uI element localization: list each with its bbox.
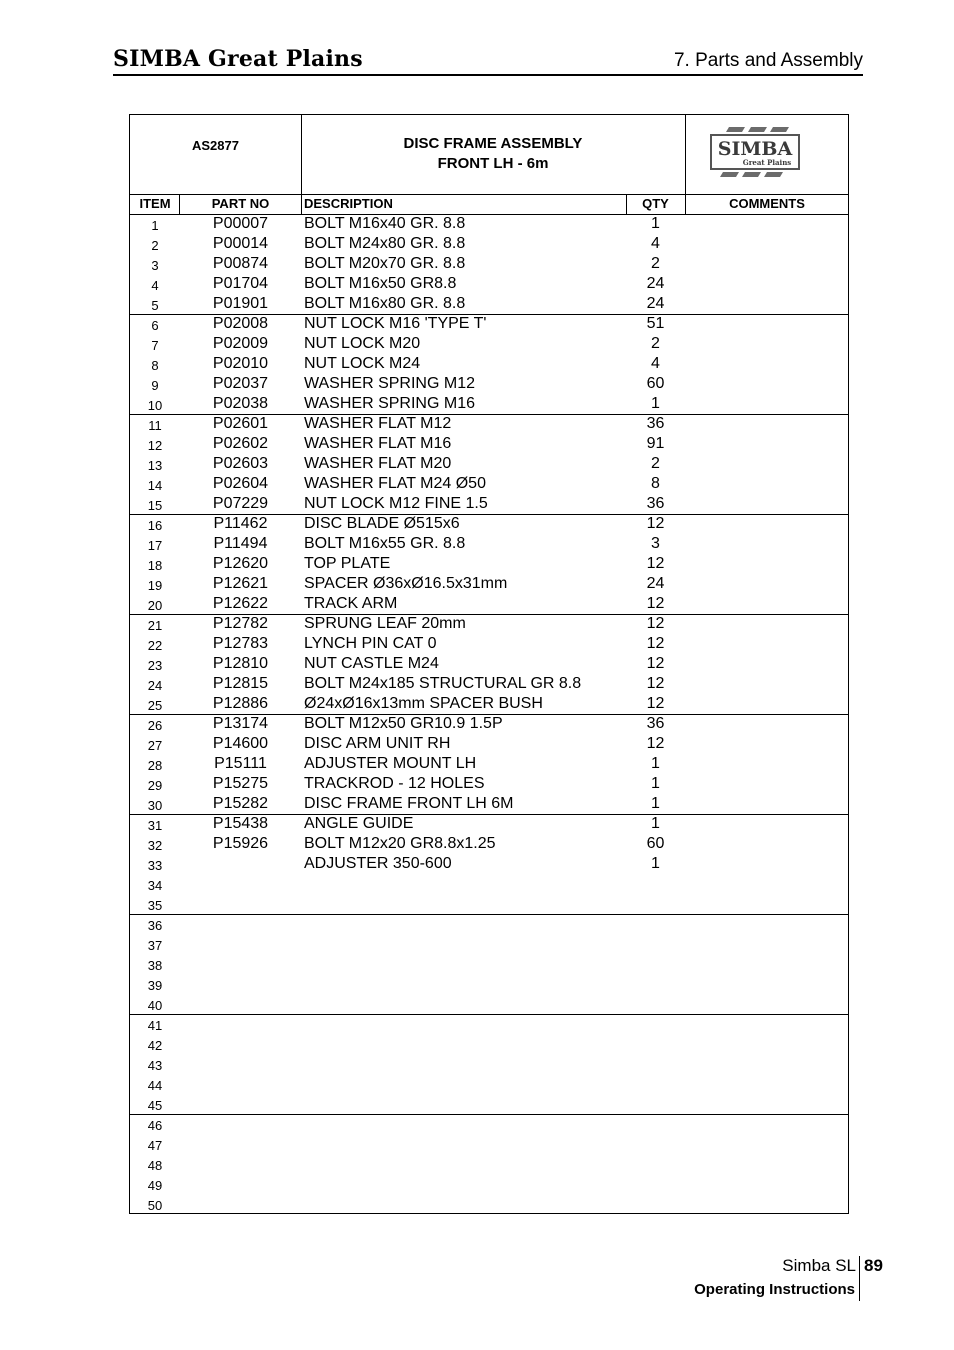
item-number: 29 (147, 778, 163, 793)
item-number: 26 (147, 718, 163, 733)
table-row (130, 434, 848, 454)
item-number: 15 (147, 498, 163, 513)
table-row (130, 234, 848, 254)
table-row (130, 774, 848, 794)
part-description: NUT CASTLE M24 (304, 655, 439, 672)
part-description: NUT LOCK M16 'TYPE T' (304, 315, 487, 332)
simba-logo (709, 125, 801, 179)
table-row (130, 634, 848, 654)
table-row (130, 1014, 848, 1034)
part-number: P11462 (213, 515, 268, 532)
table-row (130, 914, 848, 934)
item-number: 5 (151, 298, 159, 313)
part-number: P02603 (212, 455, 269, 472)
item-number: 21 (147, 618, 163, 633)
table-row (130, 394, 848, 414)
part-quantity: 36 (646, 495, 665, 512)
table-row (130, 1054, 848, 1074)
item-number: 9 (151, 378, 159, 393)
part-number: P12886 (212, 695, 269, 712)
table-row (130, 594, 848, 614)
part-description: BOLT M16x55 GR. 8.8 (304, 535, 466, 552)
part-quantity: 4 (651, 355, 660, 372)
item-number: 30 (147, 798, 163, 813)
table-row (130, 574, 848, 594)
table-row (130, 974, 848, 994)
part-quantity: 1 (651, 775, 660, 792)
part-quantity: 3 (651, 535, 660, 552)
table-row (130, 654, 848, 674)
item-number: 28 (147, 758, 163, 773)
part-quantity: 2 (651, 455, 660, 472)
item-number: 6 (151, 318, 159, 333)
table-row (130, 474, 848, 494)
item-number: 39 (147, 978, 163, 993)
table-row (130, 934, 848, 954)
assembly-title-line2: FRONT LH - 6m (437, 155, 549, 172)
part-quantity: 1 (651, 755, 660, 772)
part-description: WASHER FLAT M24 Ø50 (304, 475, 486, 492)
part-description: BOLT M16x50 GR8.8 (304, 275, 457, 292)
part-number: P02038 (212, 395, 269, 412)
item-number: 1 (151, 218, 159, 233)
part-description: ADJUSTER 350-600 (304, 855, 452, 872)
item-number: 24 (147, 678, 163, 693)
item-number: 40 (147, 998, 163, 1013)
part-number: P07229 (212, 495, 269, 512)
part-description: NUT LOCK M20 (304, 335, 421, 352)
part-quantity: 12 (646, 675, 665, 692)
part-description: NUT LOCK M24 (304, 355, 421, 372)
table-row (130, 1114, 848, 1134)
item-number: 14 (147, 478, 163, 493)
part-description: WASHER SPRING M12 (304, 375, 475, 392)
part-quantity: 12 (646, 655, 665, 672)
parts-table (129, 114, 849, 1214)
part-description: BOLT M16x40 GR. 8.8 (304, 215, 466, 232)
col-header-part-no: PART NO (211, 196, 270, 211)
part-quantity: 1 (651, 795, 660, 812)
part-quantity: 12 (646, 615, 665, 632)
item-number: 3 (151, 258, 159, 273)
assembly-title (301, 134, 685, 174)
brand-title: SIMBA Great Plains (113, 46, 363, 72)
item-number: 47 (147, 1138, 163, 1153)
item-number: 31 (147, 818, 163, 833)
part-description: NUT LOCK M12 FINE 1.5 (304, 495, 488, 512)
part-quantity: 12 (646, 635, 665, 652)
part-description: WASHER SPRING M16 (304, 395, 475, 412)
logo-word: SIMBA (717, 138, 793, 160)
table-row (130, 254, 848, 274)
section-title: 7. Parts and Assembly (673, 50, 863, 71)
item-number: 44 (147, 1078, 163, 1093)
part-description: LYNCH PIN CAT 0 (304, 635, 437, 652)
part-quantity: 8 (651, 475, 660, 492)
item-number: 33 (147, 858, 163, 873)
part-quantity: 36 (646, 715, 665, 732)
part-number: P02601 (212, 415, 269, 432)
part-quantity: 24 (646, 275, 665, 292)
item-number: 46 (147, 1118, 163, 1133)
table-row (130, 754, 848, 774)
col-header-item: ITEM (139, 196, 171, 211)
part-number: P12620 (212, 555, 269, 572)
part-quantity: 24 (646, 575, 665, 592)
part-description: DISC FRAME FRONT LH 6M (304, 795, 514, 812)
part-quantity: 4 (651, 235, 660, 252)
item-number: 16 (147, 518, 163, 533)
item-number: 27 (147, 738, 163, 753)
assembly-title-line1: DISC FRAME ASSEMBLY (403, 135, 583, 152)
part-description: ADJUSTER MOUNT LH (304, 755, 477, 772)
page-number: 89 (864, 1256, 883, 1275)
table-row (130, 1174, 848, 1194)
parts-rows (130, 214, 848, 1214)
table-row (130, 1154, 848, 1174)
table-row (130, 494, 848, 514)
table-row (130, 794, 848, 814)
assembly-code: AS2877 (192, 138, 239, 153)
item-number: 17 (147, 538, 163, 553)
table-row (130, 334, 848, 354)
item-number: 20 (147, 598, 163, 613)
footer-product: Simba SL (782, 1256, 856, 1275)
table-row (130, 994, 848, 1014)
item-number: 36 (147, 918, 163, 933)
table-row (130, 1094, 848, 1114)
part-number: P01704 (212, 275, 269, 292)
table-row (130, 1194, 848, 1214)
part-description: SPACER Ø36xØ16.5x31mm (304, 575, 508, 592)
table-row (130, 614, 848, 634)
item-number: 43 (147, 1058, 163, 1073)
part-description: Ø24xØ16x13mm SPACER BUSH (304, 695, 543, 712)
table-row (130, 954, 848, 974)
part-quantity: 91 (646, 435, 665, 452)
table-row (130, 1074, 848, 1094)
part-description: SPRUNG LEAF 20mm (304, 615, 466, 632)
table-row (130, 354, 848, 374)
part-description: BOLT M24x185 STRUCTURAL GR 8.8 (304, 675, 582, 692)
part-quantity: 12 (646, 695, 665, 712)
part-quantity: 36 (646, 415, 665, 432)
part-quantity: 60 (646, 835, 665, 852)
part-description: WASHER FLAT M20 (304, 455, 452, 472)
part-number: P11494 (213, 535, 268, 552)
part-number: P13174 (212, 715, 269, 732)
part-quantity: 1 (651, 855, 660, 872)
footer-divider (859, 1256, 860, 1301)
part-quantity: 24 (646, 295, 665, 312)
footer-subtitle: Operating Instructions (694, 1281, 855, 1298)
part-number: P02037 (212, 375, 269, 392)
item-number: 41 (147, 1018, 163, 1033)
table-row (130, 894, 848, 914)
table-row (130, 514, 848, 534)
item-number: 42 (147, 1038, 163, 1053)
part-number: P14600 (212, 735, 269, 752)
table-row (130, 814, 848, 834)
item-number: 7 (151, 338, 159, 353)
table-row (130, 714, 848, 734)
item-number: 22 (147, 638, 163, 653)
part-description: WASHER FLAT M16 (304, 435, 452, 452)
table-row (130, 694, 848, 714)
part-number: P00874 (212, 255, 269, 272)
part-description: BOLT M20x70 GR. 8.8 (304, 255, 466, 272)
part-number: P12783 (212, 635, 269, 652)
part-number: P02010 (212, 355, 269, 372)
part-quantity: 1 (651, 215, 660, 232)
table-row (130, 1134, 848, 1154)
part-quantity: 60 (646, 375, 665, 392)
part-quantity: 1 (651, 815, 660, 832)
item-number: 48 (147, 1158, 163, 1173)
part-number: P02602 (212, 435, 269, 452)
part-number: P02009 (212, 335, 269, 352)
part-description: DISC ARM UNIT RH (304, 735, 451, 752)
item-number: 13 (147, 458, 163, 473)
part-description: BOLT M12x50 GR10.9 1.5P (304, 715, 503, 732)
part-number: P00014 (212, 235, 269, 252)
item-number: 4 (151, 278, 159, 293)
item-number: 23 (147, 658, 163, 673)
item-number: 37 (147, 938, 163, 953)
table-row (130, 274, 848, 294)
part-quantity: 12 (646, 515, 665, 532)
item-number: 8 (151, 358, 159, 373)
col-header-comments: COMMENTS (729, 196, 805, 211)
part-quantity: 51 (646, 315, 665, 332)
part-description: WASHER FLAT M12 (304, 415, 452, 432)
table-row (130, 674, 848, 694)
part-description: TOP PLATE (304, 555, 391, 572)
part-number: P12810 (212, 655, 269, 672)
part-number: P15111 (214, 755, 267, 772)
table-row (130, 734, 848, 754)
table-row (130, 414, 848, 434)
table-row (130, 374, 848, 394)
part-number: P15926 (212, 835, 269, 852)
table-row (130, 314, 848, 334)
item-number: 38 (147, 958, 163, 973)
item-number: 45 (147, 1098, 163, 1113)
part-quantity: 12 (646, 735, 665, 752)
part-number: P00007 (212, 215, 269, 232)
item-number: 50 (147, 1198, 163, 1213)
table-row (130, 1034, 848, 1054)
logo-sub: Great Plains (742, 158, 792, 167)
item-number: 25 (147, 698, 163, 713)
table-row (130, 294, 848, 314)
table-row (130, 834, 848, 854)
part-quantity: 1 (651, 395, 660, 412)
table-row (130, 554, 848, 574)
item-number: 2 (151, 238, 159, 253)
part-number: P01901 (212, 295, 269, 312)
item-number: 10 (147, 398, 163, 413)
table-row (130, 874, 848, 894)
table-row (130, 854, 848, 874)
col-header-qty: QTY (642, 196, 669, 211)
part-description: TRACK ARM (304, 595, 398, 612)
part-description: DISC BLADE Ø515x6 (304, 515, 460, 532)
part-number: P12622 (212, 595, 269, 612)
part-description: BOLT M12x20 GR8.8x1.25 (304, 835, 496, 852)
item-number: 12 (147, 438, 163, 453)
part-description: BOLT M16x80 GR. 8.8 (304, 295, 466, 312)
part-number: P12815 (212, 675, 269, 692)
part-quantity: 2 (651, 255, 660, 272)
item-number: 19 (147, 578, 163, 593)
part-quantity: 12 (646, 555, 665, 572)
part-number: P02604 (212, 475, 269, 492)
part-number: P02008 (212, 315, 269, 332)
table-row (130, 214, 848, 234)
part-number: P12782 (212, 615, 269, 632)
part-number: P15282 (212, 795, 269, 812)
part-description: ANGLE GUIDE (304, 815, 414, 832)
part-number: P15438 (212, 815, 269, 832)
part-description: TRACKROD - 12 HOLES (304, 775, 485, 792)
table-row (130, 454, 848, 474)
part-number: P12621 (212, 575, 269, 592)
part-quantity: 12 (646, 595, 665, 612)
item-number: 32 (147, 838, 163, 853)
col-header-description: DESCRIPTION (304, 196, 393, 211)
part-description: BOLT M24x80 GR. 8.8 (304, 235, 466, 252)
header-rule (113, 74, 863, 76)
item-number: 49 (147, 1178, 163, 1193)
part-number: P15275 (212, 775, 269, 792)
item-number: 11 (148, 418, 162, 433)
header-divider-top (130, 194, 848, 195)
item-number: 35 (147, 898, 163, 913)
item-number: 18 (147, 558, 163, 573)
part-quantity: 2 (651, 335, 660, 352)
table-row (130, 534, 848, 554)
item-number: 34 (147, 878, 163, 893)
